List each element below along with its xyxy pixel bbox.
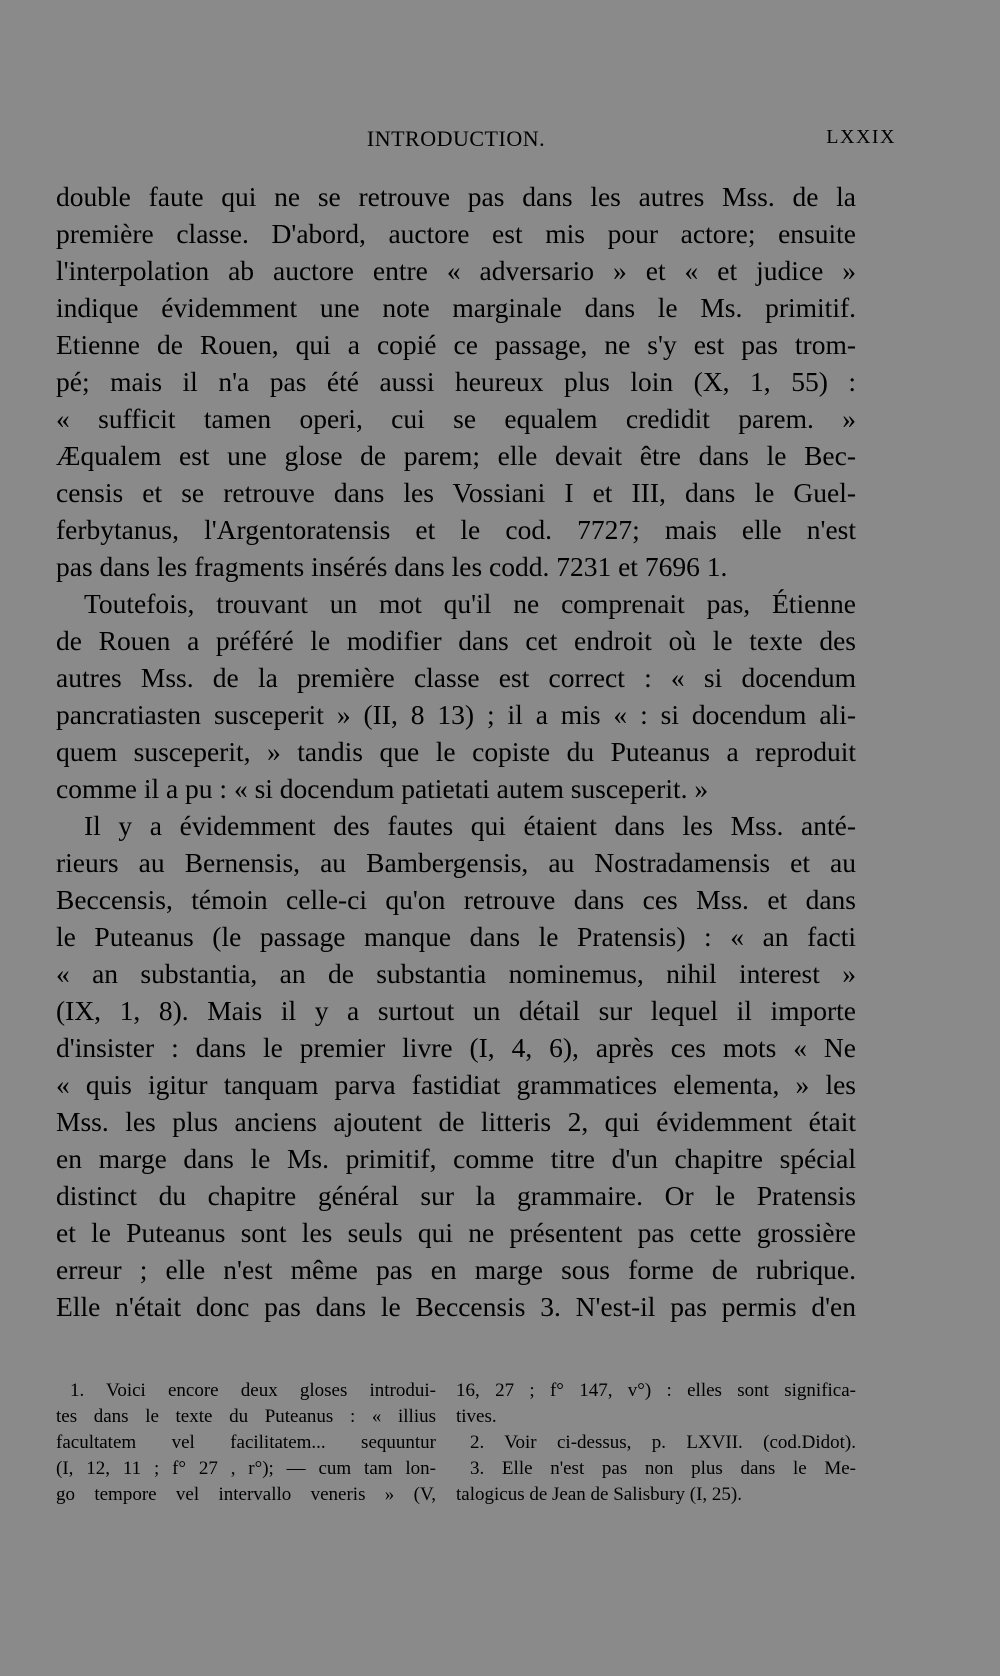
text-line: pé; mais il n'a pas été aussi heureux plus loin (X, 1, 55) :	[56, 366, 856, 397]
text-line: double faute qui ne se retrouve pas dans les autres Mss. de la	[56, 181, 856, 212]
text-line: en marge dans le Ms. primitif, comme titre d'un chapitre spécial	[56, 1143, 856, 1174]
text-line: distinct du chapitre général sur la grammaire. Or le Pratensis	[56, 1180, 856, 1211]
text-line: indique évidemment une note marginale dans le Ms. primitif.	[56, 292, 856, 323]
text-line: Mss. les plus anciens ajoutent de litteris 2, qui évidemment était	[56, 1106, 856, 1137]
footnote-line: 16, 27 ; f° 147, v°) : elles sont significa-	[456, 1380, 856, 1401]
text-line: le Puteanus (le passage manque dans le Pratensis) : « an facti	[56, 921, 856, 952]
text-line: Æqualem est une glose de parem; elle devait être dans le Bec-	[56, 440, 856, 471]
text-line: ferbytanus, l'Argentoratensis et le cod. 7727; mais elle n'est	[56, 514, 856, 545]
text-line: censis et se retrouve dans les Vossiani I et III, dans le Guel-	[56, 477, 856, 508]
text-line: d'insister : dans le premier livre (I, 4, 6), après ces mots « Ne	[56, 1032, 856, 1063]
footnote-line: (I, 12, 11 ; f° 27 , r°); — cum tam lon-	[56, 1458, 436, 1479]
running-title: INTRODUCTION.	[366, 126, 546, 151]
footnote-line: tives.	[456, 1406, 497, 1427]
text-line: Toutefois, trouvant un mot qu'il ne comprenait pas, Étienne	[84, 588, 856, 619]
text-line: de Rouen a préféré le modifier dans cet endroit où le texte des	[56, 625, 856, 656]
text-line: (IX, 1, 8). Mais il y a surtout un détail sur lequel il importe	[56, 995, 856, 1026]
text-line: l'interpolation ab auctore entre « adversario » et « et judice »	[56, 255, 856, 286]
running-head	[56, 126, 896, 158]
text-line: erreur ; elle n'est même pas en marge sous forme de rubrique.	[56, 1254, 856, 1285]
body-text	[56, 178, 856, 1325]
text-line: « an substantia, an de substantia nominemus, nihil interest »	[56, 958, 856, 989]
text-line: autres Mss. de la première classe est correct : « si docendum	[56, 662, 856, 693]
text-line: « sufficit tamen operi, cui se equalem credidit parem. »	[56, 403, 856, 434]
footnote-line: talogicus de Jean de Salisbury (I, 25).	[456, 1484, 742, 1505]
text-line: Beccensis, témoin celle-ci qu'on retrouve dans ces Mss. et dans	[56, 884, 856, 915]
text-line: comme il a pu : « si docendum patietati autem susceperit. »	[56, 773, 709, 804]
text-line: et le Puteanus sont les seuls qui ne présentent pas cette grossière	[56, 1217, 856, 1248]
text-line: rieurs au Bernensis, au Bambergensis, au Nostradamensis et au	[56, 847, 856, 878]
footnotes-right-column	[456, 1378, 856, 1508]
text-line: « quis igitur tanquam parva fastidiat grammatices elementa, » les	[56, 1069, 856, 1100]
text-line: Il y a évidemment des fautes qui étaient dans les Mss. anté-	[84, 810, 856, 841]
footnote-line: go tempore vel intervallo veneris » (V,	[56, 1484, 436, 1505]
text-line: première classe. D'abord, auctore est mis pour actore; ensuite	[56, 218, 856, 249]
text-line: quem susceperit, » tandis que le copiste du Puteanus a reproduit	[56, 736, 856, 767]
text-line: Elle n'était donc pas dans le Beccensis 3. N'est-il pas permis d'en	[56, 1291, 856, 1322]
footnotes-left-column	[56, 1378, 436, 1508]
text-line: pancratiasten susceperit » (II, 8 13) ; il a mis « : si docendum ali-	[56, 699, 856, 730]
page-number: LXXIX	[826, 126, 896, 148]
footnote-line: 2. Voir ci-dessus, p. LXVII. (cod.Didot).	[470, 1432, 856, 1453]
text-line: pas dans les fragments insérés dans les codd. 7231 et 7696 1.	[56, 551, 728, 582]
text-line: Etienne de Rouen, qui a copié ce passage, ne s'y est pas trom-	[56, 329, 856, 360]
footnote-line: 1. Voici encore deux gloses introdui-	[70, 1380, 436, 1401]
footnotes	[56, 1378, 856, 1508]
footnote-line: 3. Elle n'est pas non plus dans le Me-	[470, 1458, 856, 1479]
footnote-line: tes dans le texte du Puteanus : « illius	[56, 1406, 436, 1427]
footnote-line: facultatem vel facilitatem... sequuntur	[56, 1432, 436, 1453]
